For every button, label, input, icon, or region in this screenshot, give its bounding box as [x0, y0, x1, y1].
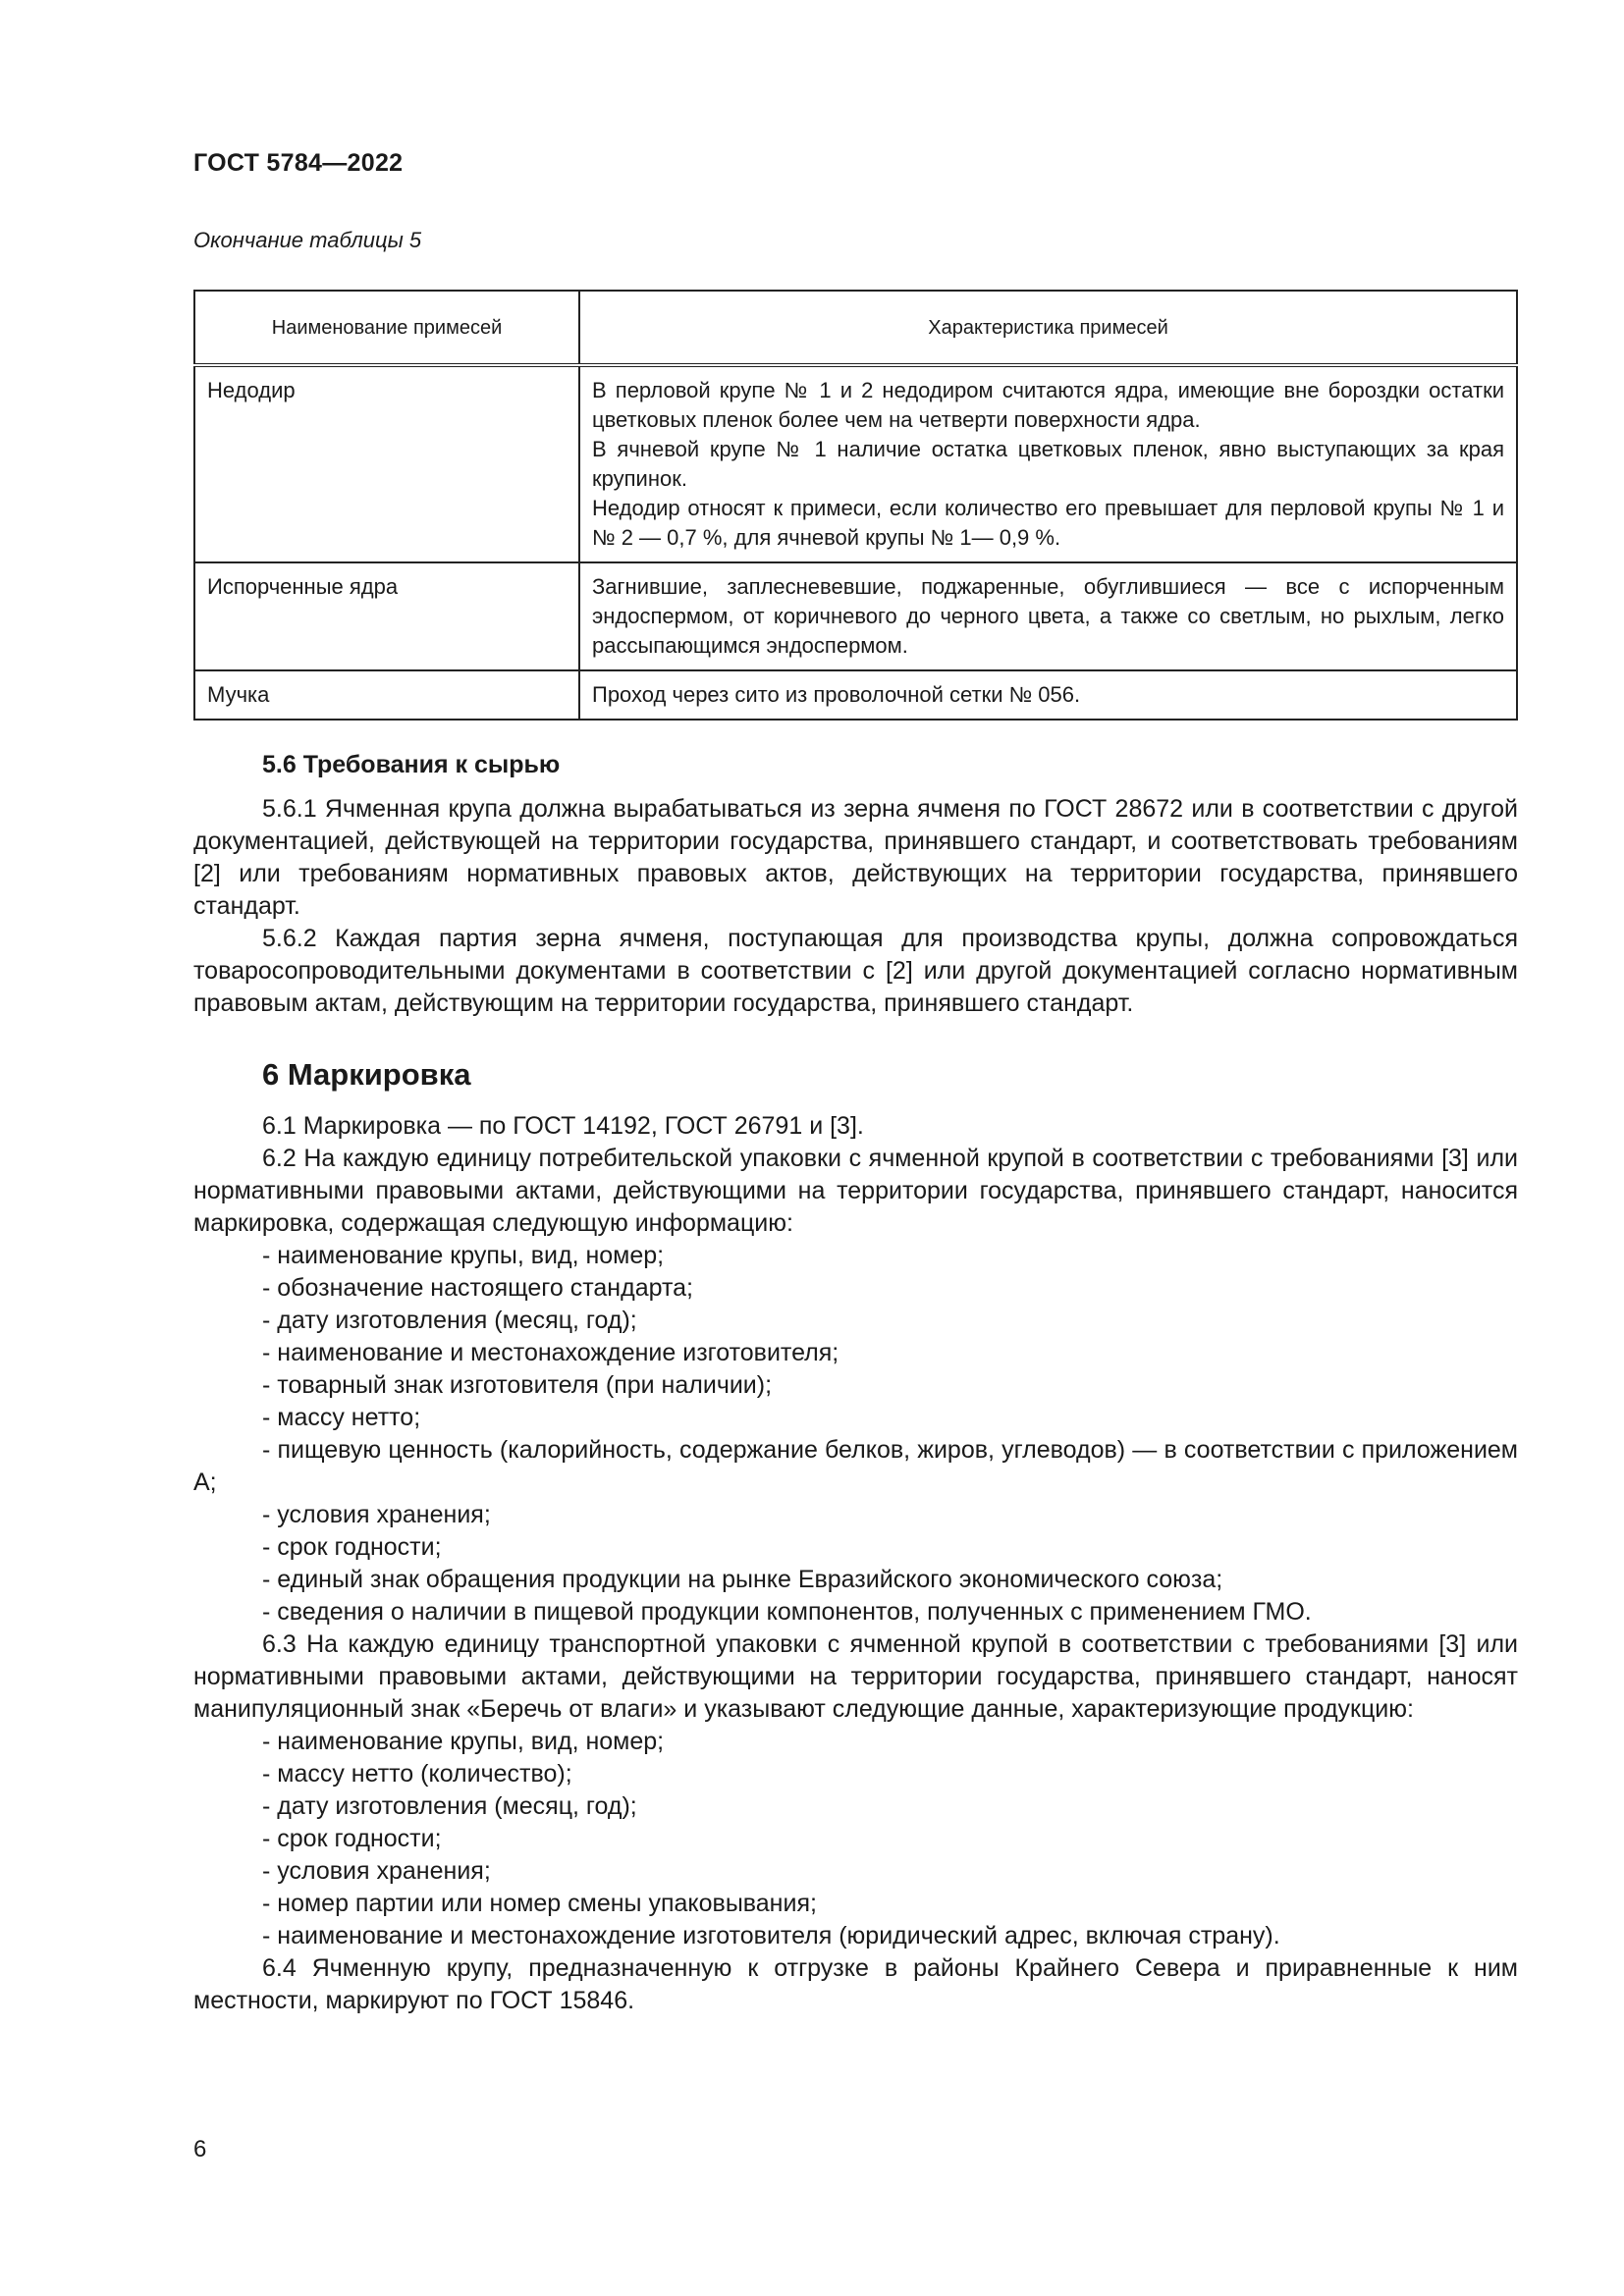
characteristic-line: В перловой крупе № 1 и 2 недодиром считаются ядра, имеющие вне бороздки остатки цветковых пленок более чем на четверти поверхности ядра.	[592, 378, 1504, 432]
impurity-characteristic	[579, 670, 1517, 720]
impurity-characteristic	[579, 562, 1517, 670]
section-5-6	[193, 749, 1518, 1020]
list-item: - массу нетто (количество);	[262, 1760, 572, 1788]
impurity-name: Недодир	[194, 365, 579, 562]
list-item: - срок годности;	[262, 1533, 442, 1561]
table-row	[194, 562, 1517, 670]
list-item: - сведения о наличии в пищевой продукции компонентов, полученных с применением ГМО.	[262, 1598, 1312, 1626]
list-item: - наименование крупы, вид, номер;	[262, 1728, 665, 1755]
list-item: - наименование и местонахождение изготовителя;	[262, 1339, 839, 1366]
list-item: - массу нетто;	[262, 1404, 421, 1431]
paragraph-6-3: 6.3 На каждую единицу транспортной упаковки с ячменной крупой в соответствии с требованиями [3] или нормативными правовыми актами, действующими на территории государства, принявшего стандарт, наносят манипуляционный знак «Беречь от влаги» и указывают следующие данные, характеризующие продукцию:	[193, 1630, 1518, 1723]
table-header-row	[194, 291, 1517, 365]
document-code-header: ГОСТ 5784—2022	[193, 149, 404, 177]
section-6	[193, 1058, 1518, 2017]
list-item: - условия хранения;	[262, 1857, 491, 1885]
list-item: - товарный знак изготовителя (при наличии);	[262, 1371, 773, 1399]
list-item: - обозначение настоящего стандарта;	[262, 1274, 693, 1302]
characteristic-line: Недодир относят к примеси, если количество его превышает для перловой крупы № 1 и № 2 — 0,7 %, для ячневой крупы № 1— 0,9 %.	[592, 496, 1504, 550]
list-item: - наименование крупы, вид, номер;	[262, 1242, 665, 1269]
paragraph-6-4: 6.4 Ячменную крупу, предназначенную к отгрузке в районы Крайнего Севера и приравненные к ним местности, маркируют по ГОСТ 15846.	[193, 1954, 1518, 2014]
characteristic-line: В ячневой крупе № 1 наличие остатка цветковых пленок, явно выступающих за края крупинок.	[592, 437, 1504, 491]
list-item: - дату изготовления (месяц, год);	[262, 1792, 637, 1820]
list-item: - срок годности;	[262, 1825, 442, 1852]
section-heading: 6 Маркировка	[262, 1057, 471, 1092]
list-item: - пищевую ценность (калорийность, содержание белков, жиров, углеводов) — в соответствии с приложением А;	[193, 1436, 1518, 1496]
list-item: - условия хранения;	[262, 1501, 491, 1528]
impurity-name: Испорченные ядра	[194, 562, 579, 670]
subsection-heading: 5.6 Требования к сырью	[262, 751, 561, 778]
list-item: - номер партии или номер смены упаковывания;	[262, 1890, 817, 1917]
paragraph-5-6-2: 5.6.2 Каждая партия зерна ячменя, поступающая для производства крупы, должна сопровождаться товаросопроводительными документами в соответствии с [2] или другой документацией согласно нормативным правовым актам, действующим на территории государства, принявшего стандарт.	[193, 925, 1518, 1017]
page-number: 6	[193, 2136, 207, 2163]
list-item: - наименование и местонахождение изготовителя (юридический адрес, включая страну).	[262, 1922, 1280, 1949]
table-caption: Окончание таблицы 5	[193, 228, 422, 252]
characteristic-line: Проход через сито из проволочной сетки № 056.	[592, 682, 1081, 707]
list-item: - единый знак обращения продукции на рынке Евразийского экономического союза;	[262, 1566, 1223, 1593]
impurity-name: Мучка	[194, 670, 579, 720]
paragraph-5-6-1: 5.6.1 Ячменная крупа должна вырабатываться из зерна ячменя по ГОСТ 28672 или в соответствии с другой документацией, действующей на территории государства, принявшего стандарт, и соответствовать требованиям [2] или требованиям нормативных правовых актов, действующих на территории государства, принявшего стандарт.	[193, 795, 1518, 920]
paragraph-6-2: 6.2 На каждую единицу потребительской упаковки с ячменной крупой в соответствии с требованиями [3] или нормативными правовыми актами, действующими на территории государства, принявшего стандарт, наносится маркировка, содержащая следующую информацию:	[193, 1145, 1518, 1237]
characteristic-line: Загнившие, заплесневевшие, поджаренные, обуглившиеся — все с испорченным эндоспермом, от коричневого до черного цвета, а также со светлым, но рыхлым, легко рассыпающимся эндоспермом.	[592, 574, 1504, 658]
column-header-characteristic: Характеристика примесей	[579, 291, 1517, 365]
column-header-name: Наименование примесей	[194, 291, 579, 365]
impurity-characteristic	[579, 365, 1517, 562]
impurities-table	[193, 290, 1518, 721]
paragraph-6-1: 6.1 Маркировка — по ГОСТ 14192, ГОСТ 26791 и [3].	[262, 1112, 864, 1140]
table-row	[194, 670, 1517, 720]
list-item: - дату изготовления (месяц, год);	[262, 1307, 637, 1334]
table-row	[194, 365, 1517, 562]
